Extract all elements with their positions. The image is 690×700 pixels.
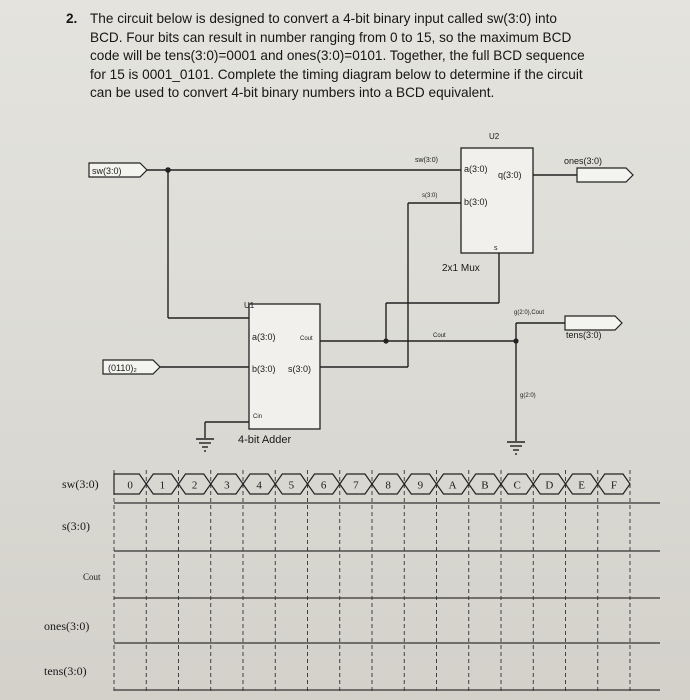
port-const-label: (0110)₂ <box>108 363 137 373</box>
sw-value-D: D <box>545 479 554 492</box>
sw-value-C: C <box>513 479 521 492</box>
sw-value-1: 1 <box>159 479 166 492</box>
port-sw-input <box>89 163 147 177</box>
sw-value-7: 7 <box>353 479 359 492</box>
question-line-4: for 15 is 0001_0101. Complete the timing diagram below to determine if the circuit <box>90 66 583 82</box>
sw-value-5: 5 <box>288 479 295 492</box>
port-sw-label: sw(3:0) <box>92 166 122 176</box>
junction-dot <box>165 167 171 173</box>
junction-dot <box>383 338 388 343</box>
ground-symbol-cin <box>196 439 214 451</box>
mux-wire-a-label: sw(3:0) <box>415 157 438 164</box>
adder-block <box>238 301 320 446</box>
timing-label-tens: tens(3:0) <box>44 664 87 678</box>
port-ones-label: ones(3:0) <box>564 156 603 166</box>
timing-label-ones: ones(3:0) <box>44 619 90 633</box>
cout-wire-label: Cout <box>433 333 446 339</box>
timing-signal-labels <box>44 477 101 678</box>
sw-value-B: B <box>481 479 489 492</box>
port-tens-label: tens(3:0) <box>566 330 602 340</box>
adder-cout: Cout <box>300 336 313 342</box>
g-bus-label: g(2:0) <box>520 393 536 399</box>
sw-value-A: A <box>448 479 457 492</box>
sw-value-8: 8 <box>385 479 391 492</box>
timing-label-sw: sw(3:0) <box>62 477 99 491</box>
junction-dot <box>513 338 518 343</box>
sw-value-0: 0 <box>127 479 133 492</box>
mux-out-q: q(3:0) <box>498 170 522 180</box>
adder-in-b: b(3:0) <box>252 364 276 374</box>
sw-value-9: 9 <box>417 479 424 492</box>
timing-label-cout: Cout <box>83 572 101 582</box>
sw-value-E: E <box>578 479 585 492</box>
adder-cin: Cin <box>253 414 263 420</box>
sw-value-2: 2 <box>191 479 198 492</box>
question-line-3: code will be tens(3:0)=0001 and ones(3:0)=0101. Together, the full BCD sequence <box>90 48 585 63</box>
mux-sel: s <box>494 245 498 252</box>
port-tens-output <box>565 316 622 340</box>
mux-in-a: a(3:0) <box>464 164 488 174</box>
sw-value-F: F <box>610 479 617 492</box>
adder-sum: s(3:0) <box>288 364 312 374</box>
sw-value-4: 4 <box>256 479 262 492</box>
mux-in-b: b(3:0) <box>464 197 488 207</box>
question-line-2: BCD. Four bits can result in number ranging from 0 to 15, so the maximum BCD <box>90 29 572 45</box>
mux-caption: 2x1 Mux <box>442 263 480 274</box>
timing-grid <box>114 470 660 692</box>
port-ones-output <box>564 156 633 182</box>
port-const-input <box>103 360 160 374</box>
sw-value-3: 3 <box>224 479 230 492</box>
question-line-5: can be used to convert 4-bit binary numbers into a BCD equivalent. <box>90 85 495 100</box>
adder-caption: 4-bit Adder <box>238 434 292 446</box>
ground-symbol-tens <box>507 442 525 454</box>
question-number: 2. <box>66 11 78 26</box>
mux-wire-b-label: s(3:0) <box>422 193 438 199</box>
sw-value-6: 6 <box>320 479 327 492</box>
question-line-1: The circuit below is designed to convert a 4-bit binary input called sw(3:0) into <box>90 11 557 26</box>
mux-name: U2 <box>489 132 500 141</box>
tens-bus-label: g(2:0),Cout <box>514 310 545 316</box>
timing-label-s: s(3:0) <box>62 519 90 533</box>
adder-in-a: a(3:0) <box>252 332 276 342</box>
adder-name: U1 <box>244 301 255 310</box>
